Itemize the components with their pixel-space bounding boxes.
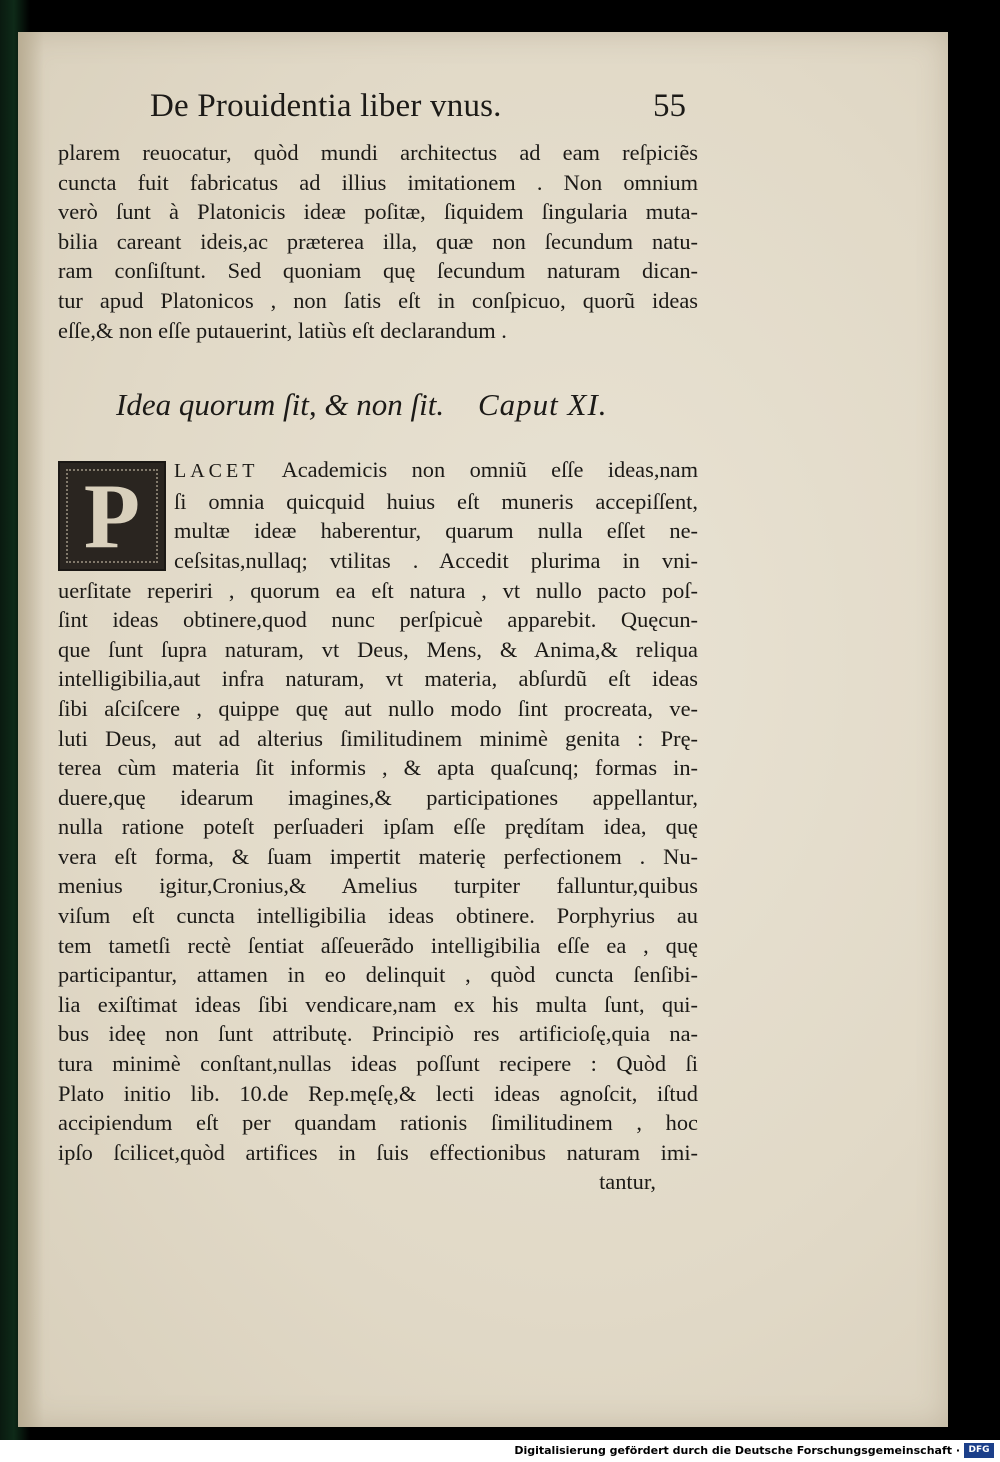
text-line: plarem reuocatur, quòd mundi architectus ad eam reſpiciẽs xyxy=(58,140,698,165)
chapter-number: Caput XI. xyxy=(478,387,608,423)
running-title: De Prouidentia liber vnus. xyxy=(150,88,502,124)
initial-letter: P xyxy=(83,465,141,568)
dfg-logo: DFG xyxy=(964,1443,994,1458)
catchword: tantur, xyxy=(599,1169,656,1195)
text-line: eſſe,& non eſſe putauerint, latiùs eſt declarandum . xyxy=(58,317,507,343)
text-line: luti Deus, aut ad alterius ſimilitudinem minimè genita : Prę- xyxy=(58,725,698,751)
text-line: tem tametſi rectè ſentiat aſſeuerãdo intelligibilia eſſe ea , quę xyxy=(58,932,698,958)
text-line: Plato initio lib. 10.de Rep.męſę,& lecti ideas agnoſcit, iſtud xyxy=(58,1080,698,1106)
text-line: ram conſiſtunt. Sed quoniam quę ſecundum naturam dican- xyxy=(58,258,698,284)
text-line: que ſunt ſupra naturam, vt Deus, Mens, & Anima,& reliqua xyxy=(58,636,698,662)
text-line: viſum eſt cuncta intelligibilia ideas obtinere. Porphyrius au xyxy=(58,903,698,929)
text-line: ſi omnia quicquid huius eſt muneris accepiſſent, xyxy=(174,488,698,514)
text-line: vera eſt forma, & ſuam impertit materię perfectionem . Nu- xyxy=(58,843,698,869)
page-number: 55 xyxy=(653,88,686,124)
text-line: tur apud Platonicos , non ſatis eſt in conſpicuo, quorũ ideas xyxy=(58,287,698,313)
paragraph-1 xyxy=(58,138,698,345)
chapter-title: Idea quorum ſit, & non ſit. xyxy=(116,387,445,423)
text-line: lia exiſtimat ideas ſibi vendicare,nam ex his multa ſunt, qui- xyxy=(58,991,698,1017)
footer-bar xyxy=(0,1440,1000,1462)
book-page xyxy=(18,32,948,1427)
text-line: ceſsitas,nullaq; vtilitas . Accedit plurima in vni- xyxy=(174,547,698,573)
text-line: duere,quę idearum imagines,& participationes appellantur, xyxy=(58,784,698,810)
text-line: menius igitur,Cronius,& Amelius turpiter falluntur,quibus xyxy=(58,873,698,899)
placet-smallcaps: LACET xyxy=(174,460,259,483)
page-gutter xyxy=(18,32,44,1427)
text-line-rest: Academicis non omniũ eſſe ideas,nam xyxy=(258,457,698,483)
text-line: uerſitate reperiri , quorum ea eſt natura , vt nullo pacto poſ- xyxy=(58,577,698,603)
text-line: terea cùm materia ſit informis , & apta quaſcunq; formas in- xyxy=(58,755,698,781)
text-line: ſint ideas obtinere,quod nunc perſpicuè apparebit. Quęcun- xyxy=(58,607,698,633)
decorated-initial xyxy=(58,461,166,571)
funding-notice: Digitalisierung gefördert durch die Deutsche Forschungsgemeinschaft · xyxy=(514,1444,960,1457)
text-line: ipſo ſcilicet,quòd artifices in ſuis effectionibus naturam imi- xyxy=(58,1139,698,1165)
text-line: nulla ratione poteſt perſuaderi ipſam eſſe prędítam idea, quę xyxy=(58,814,698,840)
text-line: cuncta fuit fabricatus ad illius imitationem . Non omnium xyxy=(58,169,698,195)
text-line: participantur, attamen in eo delinquit , quòd cuncta ſenſibi- xyxy=(58,962,698,988)
paragraph-2-body xyxy=(58,576,698,1168)
text-line: tura minimè conſtant,nullas ideas poſſunt recipere : Quòd ſi xyxy=(58,1051,698,1077)
running-head xyxy=(58,82,698,138)
text-line: ſibi aſciſcere , quippe quę aut nullo modo ſint procreata, ve- xyxy=(58,695,698,721)
text-line: bilia careant ideis,ac præterea illa, quæ non ſecundum natu- xyxy=(58,228,698,254)
text-block xyxy=(58,82,698,1197)
chapter-heading xyxy=(58,345,698,455)
text-line: verò ſunt à Platonicis ideæ poſitæ, ſiquidem ſingularia muta- xyxy=(58,199,698,225)
text-line: intelligibilia,aut infra naturam, vt materia, abſurdũ eſt ideas xyxy=(58,666,698,692)
text-line: multæ ideæ haberentur, quarum nulla eſſet ne- xyxy=(174,518,698,544)
paragraph-2 xyxy=(58,455,698,1197)
text-line: accipiendum eſt per quandam rationis ſimilitudinem , hoc xyxy=(58,1110,698,1136)
text-line: bus ideę non ſunt attributę. Principiò res artificioſę,quia na- xyxy=(58,1021,698,1047)
